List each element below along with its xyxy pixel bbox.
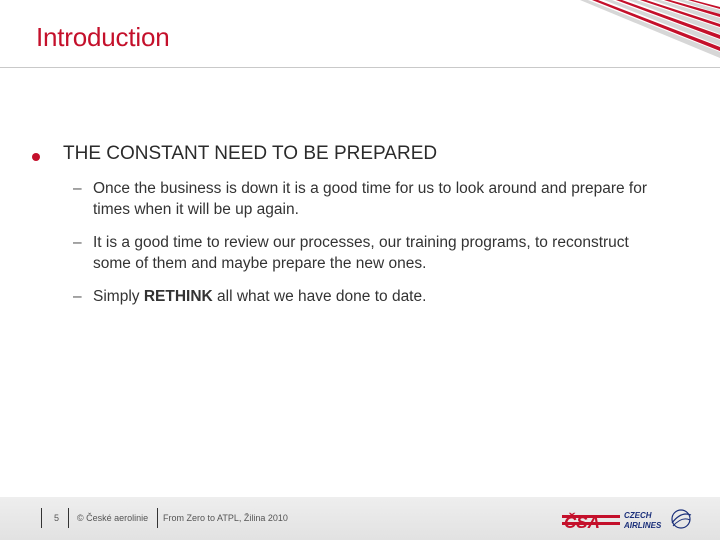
logo-mark: ČSA — [564, 513, 600, 532]
copyright-text: © České aerolinie — [77, 513, 149, 523]
subitem-text: Once the business is down it is a good time for us to look around and prepare for times when it will be up again. — [93, 180, 648, 218]
dash-icon: – — [73, 288, 82, 305]
event-text: From Zero to ATPL, Žilina 2010 — [163, 513, 288, 523]
bullet-dot-icon — [32, 153, 40, 161]
footer-divider — [68, 508, 69, 528]
subitem-suffix: all what we have done to date. — [212, 288, 427, 305]
logo-line-2: AIRLINES — [624, 521, 662, 530]
logo-line-1: CZECH — [624, 511, 652, 520]
subitem-text — [93, 286, 663, 307]
main-bullet-text: THE CONSTANT NEED TO BE PREPARED — [63, 143, 438, 164]
csa-logo — [560, 503, 695, 535]
alliance-icon — [672, 510, 691, 528]
subitem-text: It is a good time to review our processes, our training programs, to reconstruct some of them and maybe prepare the new ones. — [93, 234, 629, 272]
page-number: 5 — [54, 513, 60, 523]
emphasis-rethink: RETHINK — [143, 288, 213, 305]
footer-divider — [157, 508, 158, 528]
dash-icon: – — [73, 180, 82, 197]
subitem-prefix: Simply — [93, 288, 144, 305]
dash-icon: – — [73, 234, 82, 251]
decorative-stripes — [560, 0, 720, 62]
title-divider — [0, 67, 720, 68]
footer-divider — [41, 508, 42, 528]
footer-bar — [0, 497, 720, 540]
slide-title: Introduction — [36, 22, 170, 52]
